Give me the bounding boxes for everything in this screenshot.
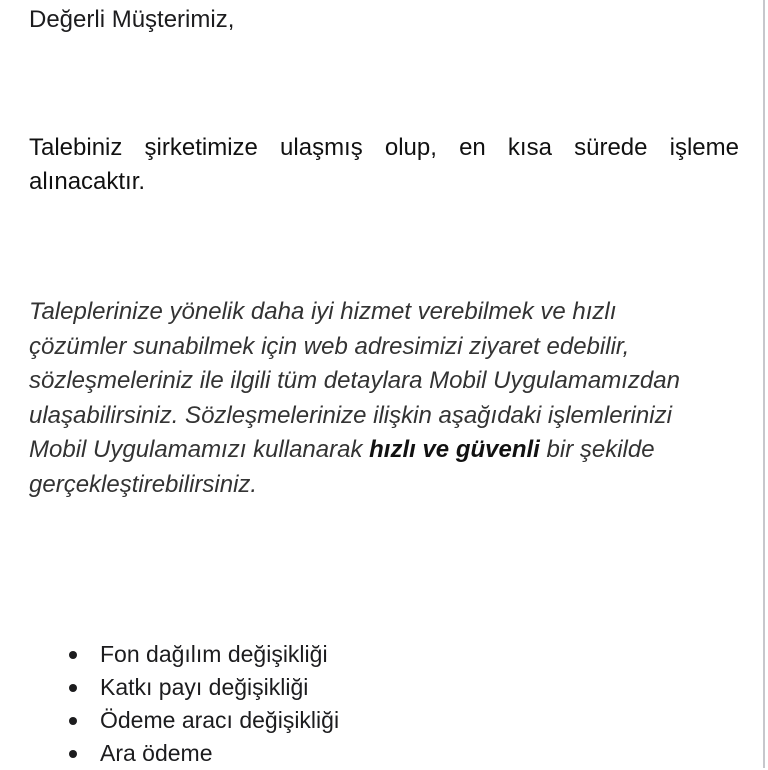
info-emphasis: hızlı ve güvenli [369, 436, 540, 463]
info-paragraph [29, 295, 719, 502]
bullet-icon [69, 750, 77, 758]
bullet-icon [69, 684, 77, 692]
list-item [29, 704, 339, 737]
list-item-label: Ara ödeme [100, 740, 213, 766]
list-item-label: Katkı payı değişikliği [100, 674, 309, 700]
bullet-icon [69, 717, 77, 725]
operations-list [29, 638, 339, 770]
scrollbar[interactable] [763, 0, 765, 768]
list-item [29, 638, 339, 671]
info-text-before: Taleplerinize yönelik daha iyi hizmet verebilmek ve hızlı çözümler sunabilmek için web adresimizi ziyaret edebilir, sözleşmeleriniz ile ilgili tüm detaylara Mobil Uygulamamızdan ulaşabilirsiniz. Sözleşmelerinize ilişkin aşağıdaki işlemlerinizi Mobil Uygulamamızı kullanarak [29, 298, 680, 463]
list-item-label: Ödeme aracı değişikliği [100, 707, 340, 733]
list-item [29, 671, 339, 704]
list-item-label: Fon dağılım değişikliği [100, 641, 328, 667]
list-item [29, 737, 339, 770]
info-text-after: bir şekilde gerçekleştirebilirsiniz. [29, 436, 655, 498]
request-received-text: Talebiniz şirketimize ulaşmış olup, en kısa sürede işleme alınacaktır. [29, 134, 739, 195]
greeting-text: Değerli Müşterimiz, [29, 6, 235, 33]
bullet-icon [69, 651, 77, 659]
